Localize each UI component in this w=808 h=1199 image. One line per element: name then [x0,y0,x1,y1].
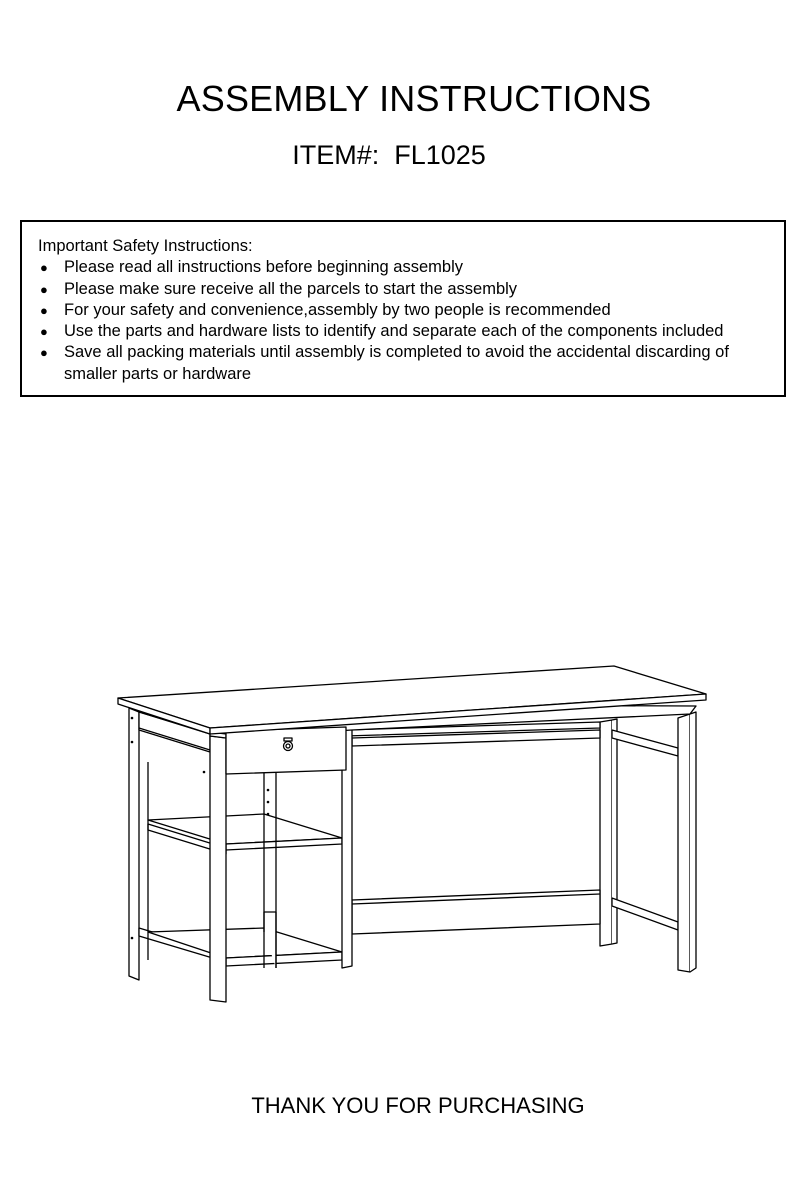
page-title: ASSEMBLY INSTRUCTIONS [176,78,652,119]
back-right-leg [600,719,617,946]
desk-illustration [100,650,720,1010]
item-number: ITEM#: FL1025 [292,140,486,170]
front-right-leg [678,712,696,972]
safety-item: ● For your safety and convenience,assembly by two people is recommended [38,300,784,321]
right-stretcher [612,730,678,930]
safety-item: ● Please read all instructions before beginning assembly [38,257,784,278]
back-left-leg [129,708,139,980]
open-shelves [148,770,342,968]
thank-you-text: THANK YOU FOR PURCHASING [251,1093,585,1118]
back-rail [345,722,600,934]
safety-item: ● Save all packing materials until assembly is completed to avoid the accidental discarding of smaller parts or hardware [38,342,784,385]
safety-list [38,257,784,385]
safety-item: ● Use the parts and hardware lists to identify and separate each of the components included [38,321,784,342]
safety-instructions-box [20,220,786,397]
safety-heading: Important Safety Instructions: [38,237,253,255]
safety-item: ● Please make sure receive all the parcels to start the assembly [38,279,784,300]
front-left-leg [210,736,226,1002]
drawer [226,727,346,774]
